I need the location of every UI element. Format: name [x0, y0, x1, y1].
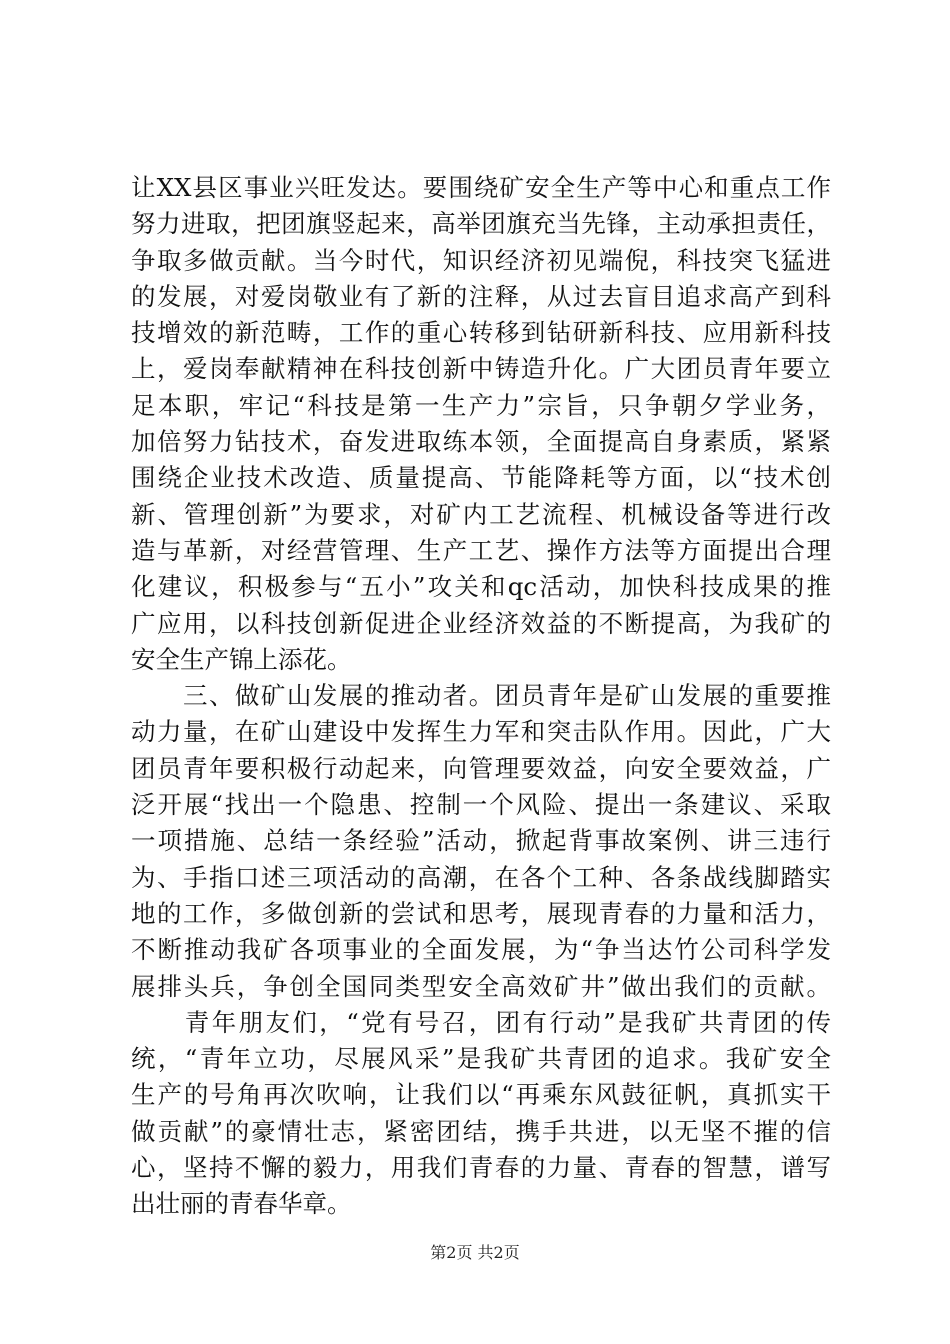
text-line: 一项措施、总结一条经验”活动，掀起背事故案例、讲三违行: [131, 826, 831, 856]
text-line: 出壮丽的青春华章。: [131, 1189, 352, 1219]
text-line: 心，坚持不懈的毅力，用我们青春的力量、青春的智慧，谱写: [131, 1153, 831, 1183]
text-line: 生产的号角再次吹响，让我们以“再乘东风鼓征帆，真抓实干: [131, 1080, 831, 1110]
text-line: 统，“青年立功，尽展风采”是我矿共青团的追求。我矿安全: [131, 1044, 831, 1074]
text-line: 围绕企业技术改造、质量提高、节能降耗等方面，以“技术创: [131, 463, 831, 493]
text-line: 为、手指口述三项活动的高潮，在各个工种、各条战线脚踏实: [131, 862, 831, 892]
text-line: 的发展，对爱岗敬业有了新的注释，从过去盲目追求高产到科: [131, 281, 831, 311]
text-line: 青年朋友们，“党有号召，团有行动”是我矿共青团的传: [131, 1007, 831, 1037]
text-line: 加倍努力钻技术，奋发进取练本领，全面提高自身素质，紧紧: [131, 427, 831, 457]
text-line: 造与革新，对经营管理、生产工艺、操作方法等方面提出合理: [131, 535, 831, 565]
text-line: 不断推动我矿各项事业的全面发展，为“争当达竹公司科学发: [131, 935, 831, 965]
text-line: 争取多做贡献。当今时代，知识经济初见端倪，科技突飞猛进: [131, 245, 831, 275]
text-line: 足本职，牢记“科技是第一生产力”宗旨，只争朝夕学业务，: [131, 390, 831, 420]
text-line: 三、做矿山发展的推动者。团员青年是矿山发展的重要推: [131, 681, 831, 711]
text-line: 技增效的新范畴，工作的重心转移到钻研新科技、应用新科技: [131, 318, 831, 348]
text-line: 努力进取，把团旗竖起来，高举团旗充当先锋，主动承担责任，: [131, 209, 831, 239]
body-text: [131, 170, 831, 1223]
text-line: 做贡献”的豪情壮志，紧密团结，携手共进，以无坚不摧的信: [131, 1116, 831, 1146]
text-line: 新、管理创新”为要求，对矿内工艺流程、机械设备等进行改: [131, 499, 831, 529]
text-line: 化建议，积极参与“五小”攻关和qc活动，加快科技成果的推: [131, 572, 831, 602]
text-line: 团员青年要积极行动起来，向管理要效益，向安全要效益，广: [131, 753, 831, 783]
page-footer: 第2页 共2页: [430, 1243, 520, 1262]
text-line: 展排头兵，争创全国同类型安全高效矿井”做出我们的贡献。: [131, 971, 831, 1001]
text-line: 地的工作，多做创新的尝试和思考，展现青春的力量和活力，: [131, 898, 831, 928]
text-line: 上，爱岗奉献精神在科技创新中铸造升化。广大团员青年要立: [131, 354, 831, 384]
text-line: 让XX县区事业兴旺发达。要围绕矿安全生产等中心和重点工作: [131, 173, 831, 202]
text-line: 安全生产锦上添花。: [131, 644, 352, 674]
text-line: 泛开展“找出一个隐患、控制一个风险、提出一条建议、采取: [131, 790, 831, 820]
text-line: 动力量，在矿山建设中发挥生力军和突击队作用。因此，广大: [131, 717, 831, 747]
text-line: 广应用，以科技创新促进企业经济效益的不断提高，为我矿的: [131, 608, 831, 638]
